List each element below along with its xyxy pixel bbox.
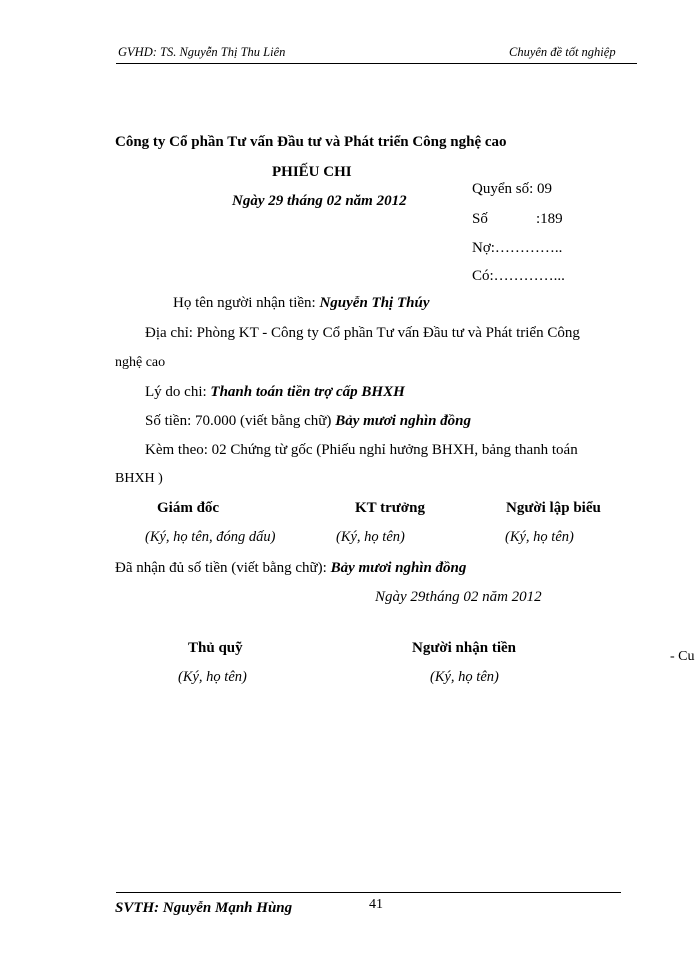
director-title: Giám đốc: [157, 500, 220, 516]
company-name: Công ty Cổ phần Tư vấn Đầu tư và Phát triển Công nghệ cao: [115, 134, 507, 150]
address-line: [145, 325, 580, 342]
received-words: Bảy mươi nghìn đồng: [330, 560, 467, 576]
header-rule: [116, 63, 637, 64]
reason-value: Thanh toán tiền trợ cấp BHXH: [210, 384, 405, 400]
received-date: Ngày 29tháng 02 năm 2012: [375, 589, 542, 605]
debit-account: Nợ:…………..: [472, 240, 563, 256]
stray-text: - Cu: [670, 649, 695, 664]
voucher-title: PHIẾU CHI: [272, 164, 352, 180]
address-label: Địa chỉ:: [145, 325, 193, 341]
doc-number-label: Số: [472, 211, 488, 227]
recipient-sign-note: (Ký, họ tên): [430, 669, 499, 685]
recipient-line: [173, 295, 429, 312]
footer-left: SVTH: Nguyễn Mạnh Hùng: [115, 900, 293, 916]
footer-rule: [116, 892, 621, 893]
book-number: Quyển số: 09: [472, 181, 552, 197]
received-label: Đã nhận đủ số tiền (viết bằng chữ):: [115, 560, 327, 576]
attachment-line: Kèm theo: 02 Chứng từ gốc (Phiếu nghỉ hưởng BHXH, bảng thanh toán: [145, 442, 578, 458]
reason-label: Lý do chi:: [145, 384, 207, 400]
amount-label: Số tiền: 70.000 (viết bằng chữ): [145, 413, 332, 429]
preparer-title: Người lập biểu: [506, 500, 601, 516]
amount-words: Bảy mươi nghìn đồng: [335, 413, 472, 429]
voucher-date: Ngày 29 tháng 02 năm 2012: [232, 193, 407, 209]
doc-number-value: :189: [536, 211, 563, 227]
page-number: 41: [369, 897, 383, 912]
recipient-label: Họ tên người nhận tiền:: [173, 295, 316, 311]
credit-account: Có:…………...: [472, 268, 565, 284]
recipient-name: Nguyễn Thị Thúy: [319, 295, 430, 311]
director-sign-note: (Ký, họ tên, đóng dấu): [145, 529, 276, 545]
header-right: Chuyên đề tốt nghiệp: [509, 45, 616, 59]
recipient-sign-title: Người nhận tiền: [412, 640, 516, 656]
received-line: [115, 560, 466, 577]
attachment-continued: BHXH ): [115, 471, 163, 486]
chief-accountant-sign-note: (Ký, họ tên): [336, 529, 405, 545]
amount-line: [145, 413, 471, 430]
chief-accountant-title: KT trưởng: [355, 500, 425, 516]
preparer-sign-note: (Ký, họ tên): [505, 529, 574, 545]
address-continued: nghệ cao: [115, 355, 166, 370]
reason-line: [145, 384, 405, 401]
cashier-sign-note: (Ký, họ tên): [178, 669, 247, 685]
cashier-title: Thủ quỹ: [188, 640, 243, 656]
address-value: Phòng KT - Công ty Cổ phần Tư vấn Đầu tư và Phát triển Công: [196, 325, 580, 341]
header-left: GVHD: TS. Nguyễn Thị Thu Liên: [118, 45, 286, 59]
